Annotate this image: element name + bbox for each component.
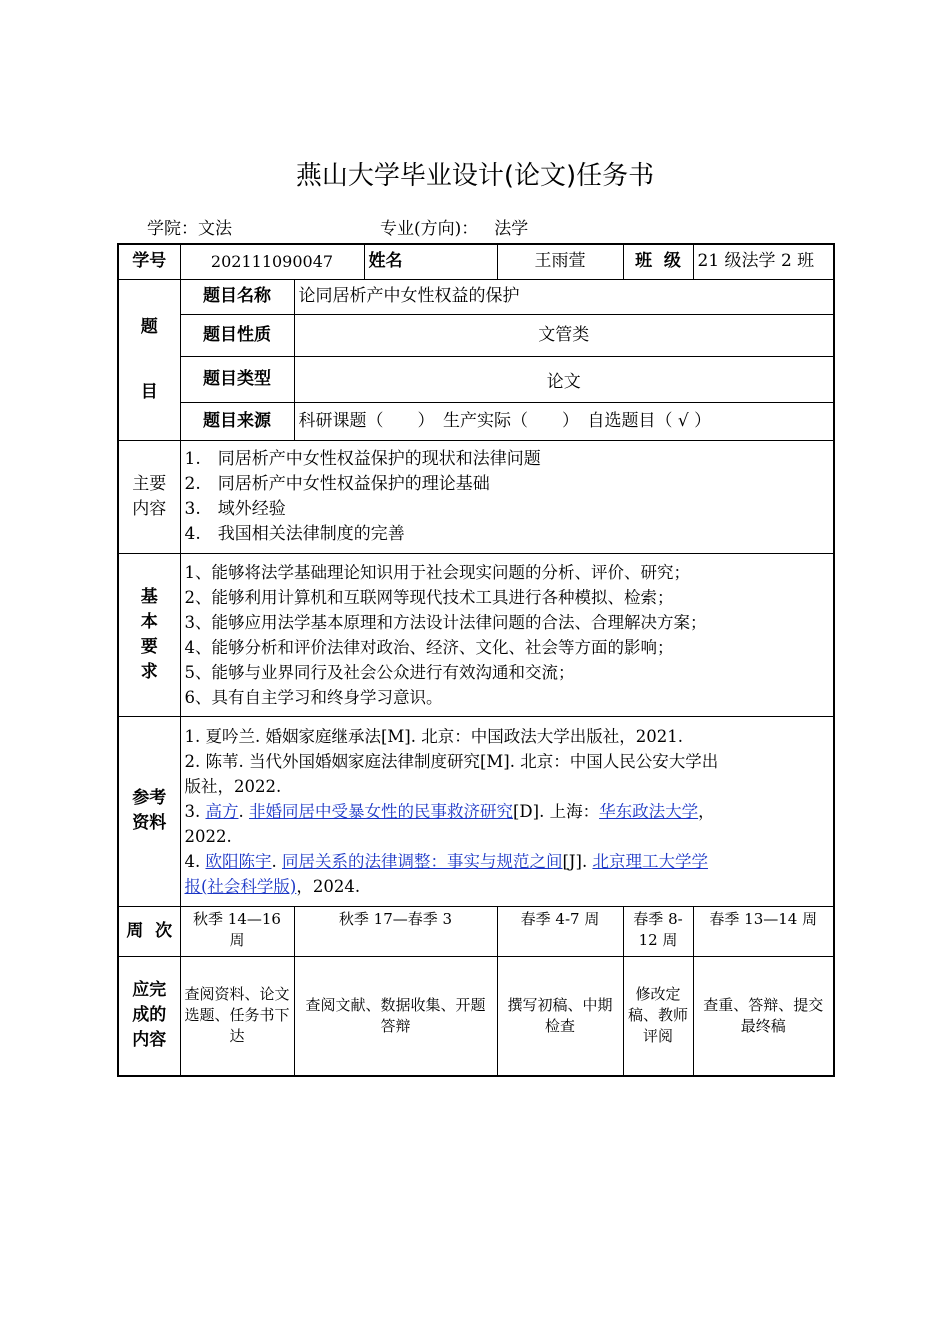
requirements-list (180, 553, 834, 716)
ref4-title-link[interactable]: 同居关系的法律调整：事实与规范之间 (282, 851, 563, 871)
requirements-label (118, 553, 180, 716)
ref4-author-link[interactable]: 欧阳陈宇 (205, 851, 272, 871)
task-cell: 查阅资料、论文选题、任务书下达 (180, 956, 294, 1076)
topic-nature-value: 文管类 (294, 314, 834, 356)
major-value: 法学 (494, 219, 529, 239)
student-name-value: 王雨萱 (497, 244, 623, 279)
references-label-line1: 参考 (132, 788, 167, 808)
references-list (180, 716, 834, 906)
week-cell: 春季 4-7 周 (497, 906, 623, 956)
ref-prefix: 4. (184, 851, 206, 871)
reference-item (185, 874, 830, 899)
ref-prefix: 3. (184, 801, 206, 821)
task-label: 应完成的内容 (118, 956, 180, 1076)
student-name-label: 姓名 (364, 244, 497, 279)
reference-item (185, 799, 830, 824)
ref3-author-link[interactable]: 高方 (205, 801, 239, 821)
ref3-title-link[interactable]: 非婚同居中受暴女性的民事救济研究 (249, 801, 513, 821)
task-cell: 查重、答辩、提交最终稿 (693, 956, 834, 1076)
list-item: 5、能够与业界同行及社会公众进行有效沟通和交流； (184, 662, 575, 682)
college-label: 学院： (147, 219, 198, 239)
task-cell: 修改定稿、教师评阅 (623, 956, 693, 1076)
week-cell: 春季 13—14 周 (693, 906, 834, 956)
reference-item: 2022. (184, 826, 232, 846)
topic-name-value: 论同居析产中女性权益的保护 (294, 279, 834, 314)
list-item: 2. 同居析产中女性权益保护的理论基础 (184, 473, 490, 494)
ref-mid: [J]. (562, 851, 593, 871)
list-item: 1. 同居析产中女性权益保护的现状和法律问题 (184, 448, 541, 469)
topic-char-2: 目 (140, 381, 158, 402)
week-cell: 秋季 17—春季 3 (294, 906, 497, 956)
reference-item (185, 849, 830, 874)
task-table (117, 243, 835, 1077)
topic-source-label: 题目来源 (180, 402, 294, 440)
student-id-label: 学号 (118, 244, 180, 279)
student-id-value: 202111090047 (180, 244, 364, 279)
content-label-line2: 内容 (132, 498, 167, 519)
list-item: 3、能够应用法学基本原理和方法设计法律问题的合法、合理解决方案； (184, 612, 707, 632)
college-value: 文法 (198, 219, 232, 239)
class-value: 21 级法学 2 班 (693, 244, 834, 279)
list-item: 6、具有自主学习和终身学习意识。 (184, 687, 443, 707)
page-title: 燕山大学毕业设计(论文)任务书 (295, 161, 655, 191)
content-list (180, 440, 834, 553)
college-field (147, 214, 232, 239)
list-item: 4、能够分析和评价法律对政治、经济、文化、社会等方面的影响； (184, 637, 674, 657)
requirements-char: 基 (140, 586, 158, 607)
ref-end: ，2024. (296, 876, 361, 896)
class-label: 班 级 (623, 244, 693, 279)
ref-mid: [D]. 上海： (513, 801, 600, 821)
content-label-line1: 主要 (132, 473, 167, 494)
list-item: 4. 我国相关法律制度的完善 (184, 523, 405, 544)
references-label (118, 716, 180, 906)
topic-section-label (118, 279, 180, 440)
list-item: 2、能够利用计算机和互联网等现代技术工具进行各种模拟、检索； (184, 587, 674, 607)
topic-type-value: 论文 (294, 356, 834, 402)
ref4-journal-link[interactable]: 北京理工大学学 (592, 851, 708, 871)
major-field (380, 214, 528, 239)
major-label: 专业(方向)： (380, 219, 479, 239)
reference-item: 1. 夏吟兰. 婚姻家庭继承法[M]. 北京：中国政法大学出版社，2021. (184, 726, 683, 746)
ref3-publisher-link[interactable]: 华东政法大学 (599, 801, 699, 821)
topic-name-label: 题目名称 (180, 279, 294, 314)
ref-sep: . (271, 851, 282, 871)
requirements-char: 要 (140, 636, 158, 657)
requirements-char: 本 (140, 611, 158, 632)
topic-type-label: 题目类型 (180, 356, 294, 402)
week-cell: 春季 8-12 周 (623, 906, 693, 956)
ref-sep: . (238, 801, 249, 821)
task-cell: 查阅文献、数据收集、开题答辩 (294, 956, 497, 1076)
topic-source-value: 科研课题（ ） 生产实际（ ） 自选题目（ √ ） (294, 402, 834, 440)
reference-item: 2. 陈苇. 当代外国婚姻家庭法律制度研究[M]. 北京：中国人民公安大学出 (184, 751, 719, 771)
topic-char-1: 题 (140, 316, 158, 337)
ref4-journal-link-cont[interactable]: 报(社会科学版) (184, 876, 297, 896)
ref-end: ， (698, 801, 715, 821)
task-cell: 撰写初稿、中期检查 (497, 956, 623, 1076)
content-label (118, 440, 180, 553)
reference-item: 版社，2022. (184, 776, 282, 796)
topic-nature-label: 题目性质 (180, 314, 294, 356)
list-item: 3. 域外经验 (184, 498, 286, 519)
week-label: 周 次 (118, 906, 180, 956)
list-item: 1、能够将法学基础理论知识用于社会现实问题的分析、评价、研究； (184, 562, 690, 582)
references-label-line2: 资料 (132, 813, 167, 833)
requirements-char: 求 (140, 661, 158, 682)
week-cell: 秋季 14—16 周 (180, 906, 294, 956)
